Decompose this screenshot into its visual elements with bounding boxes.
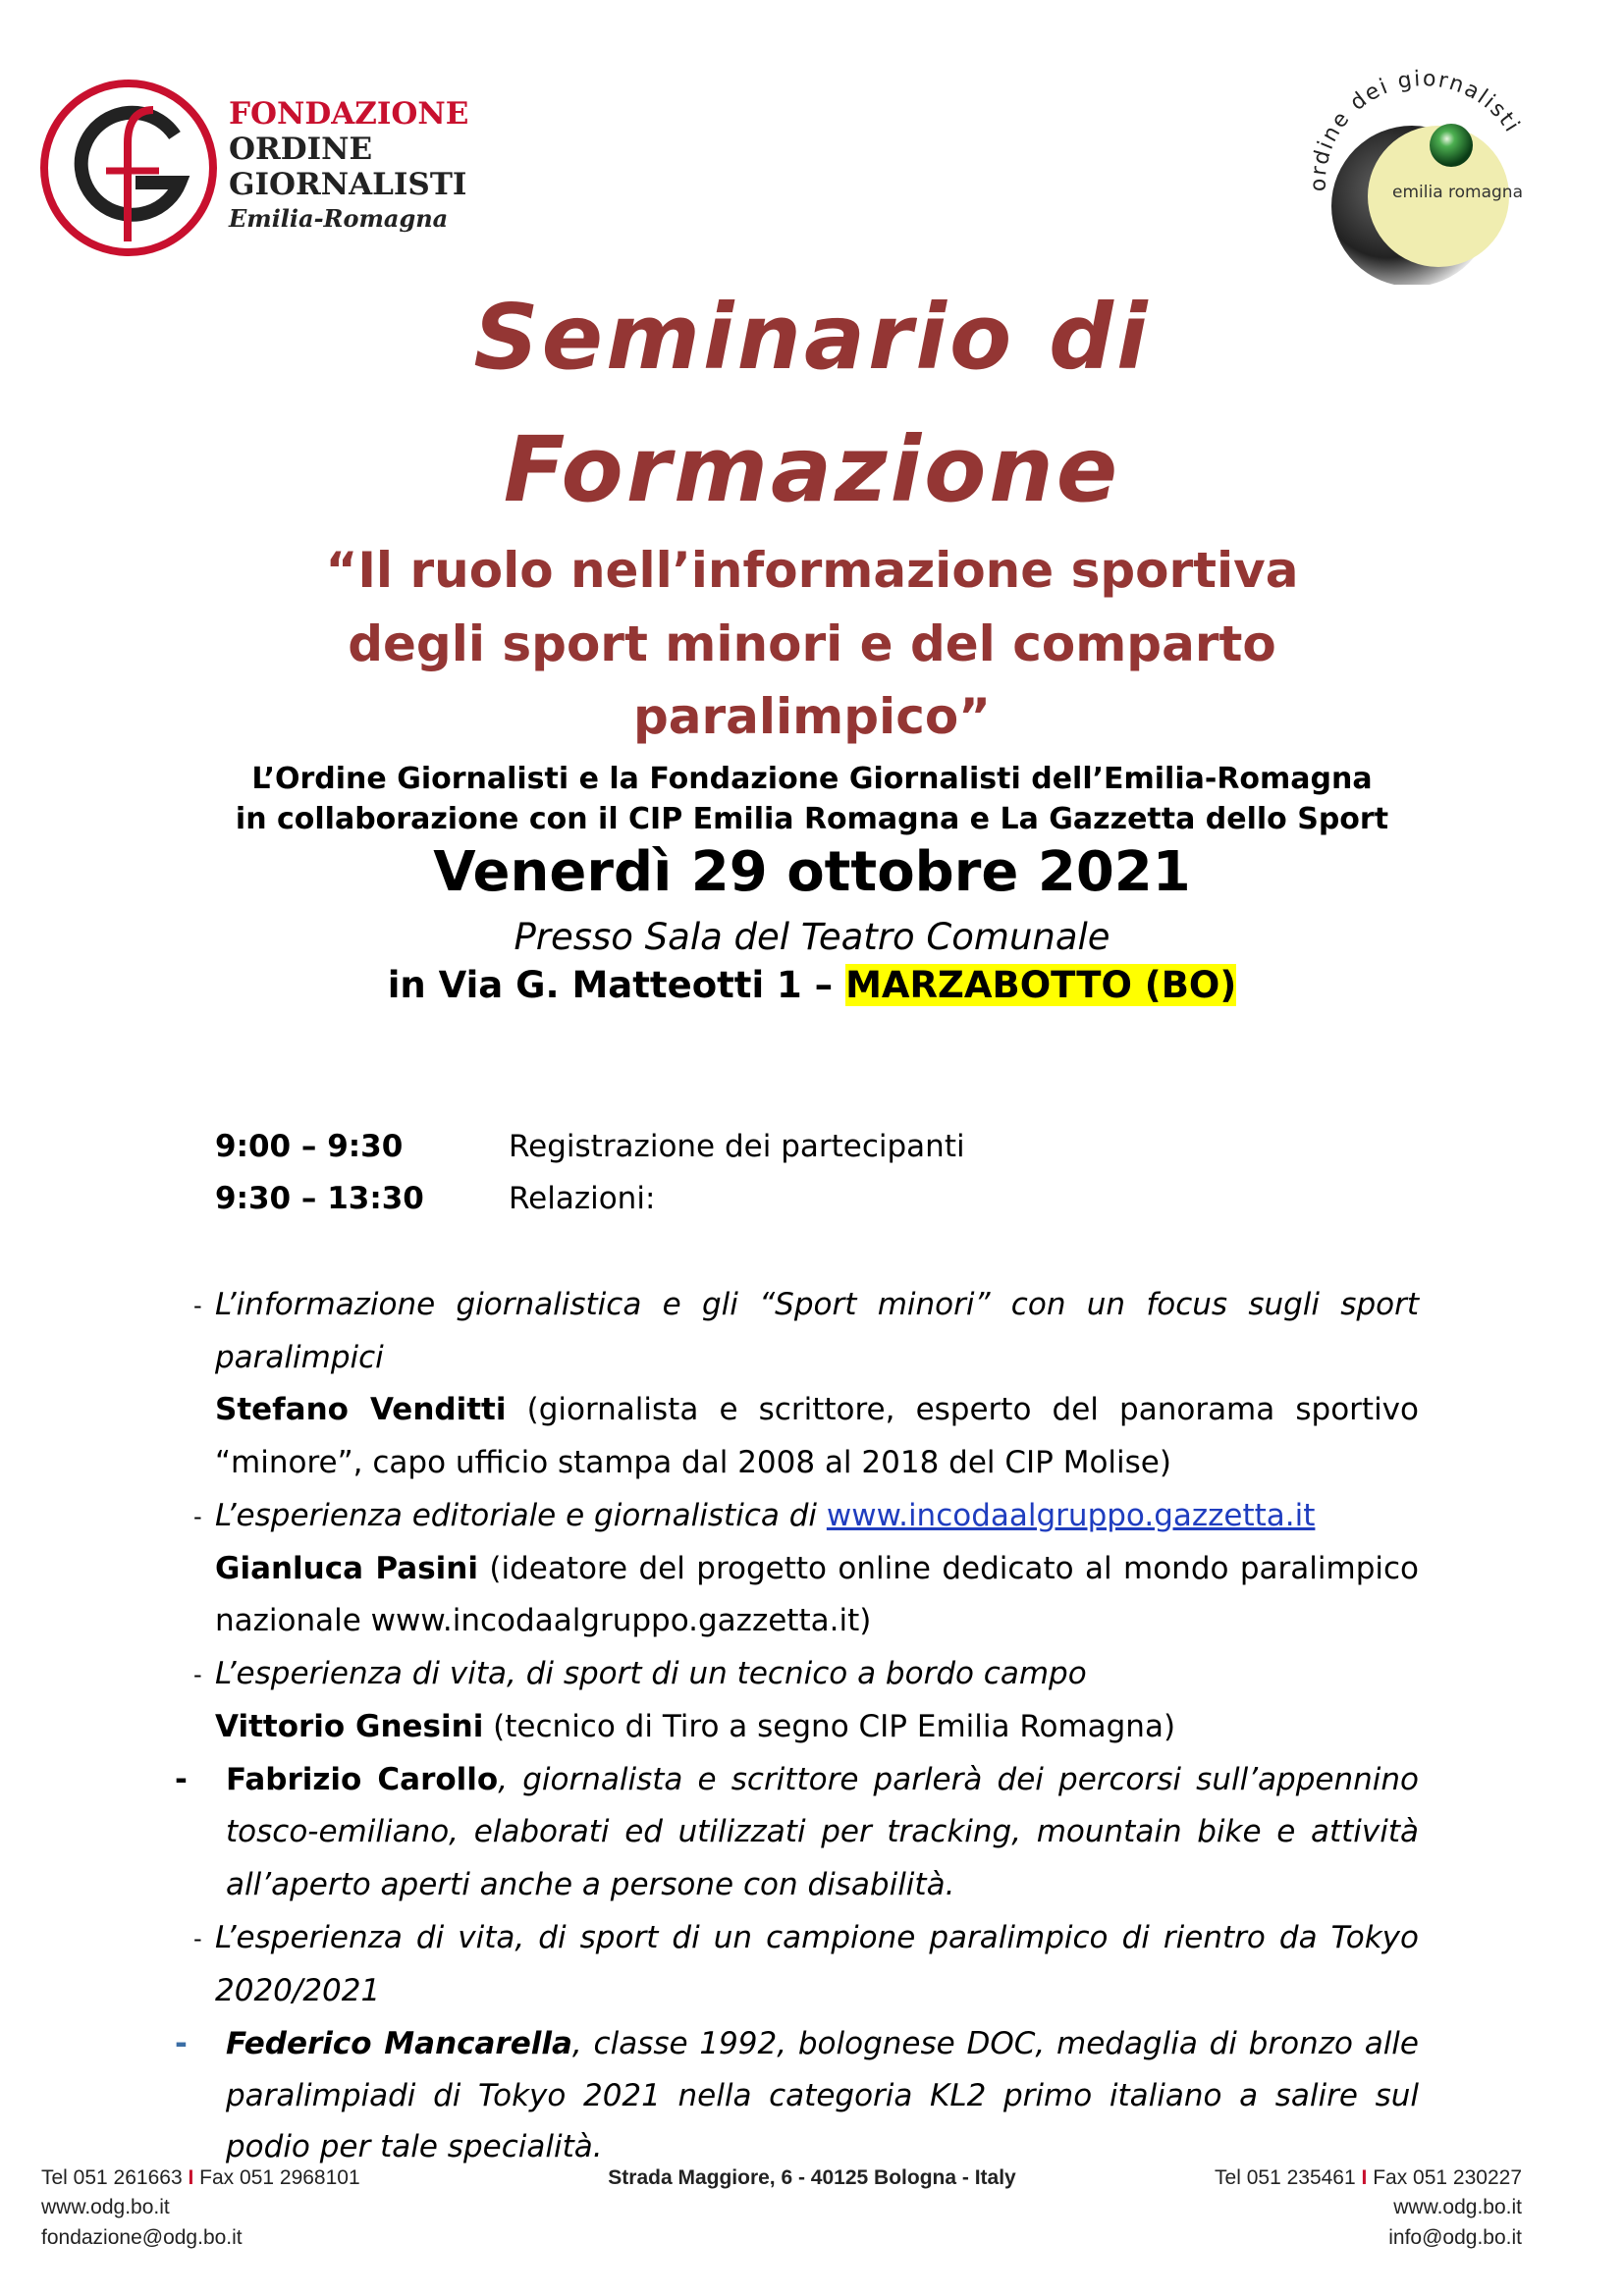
- footer-separator: I: [188, 2166, 194, 2189]
- logo-text-ordine: ORDINE: [229, 132, 373, 167]
- talk-5-title-line-2: 2020/2021: [215, 1973, 381, 2008]
- fondazione-emblem-icon: [37, 75, 224, 261]
- talk-2-link[interactable]: www.incodaalgruppo.gazzetta.it: [826, 1498, 1316, 1533]
- talk-3-title: L’esperienza di vita, di sport di un tecnico a bordo campo: [215, 1656, 1087, 1691]
- talk-2-speaker-desc: (ideatore del progetto online dedicato al mondo paralimpico: [477, 1551, 1420, 1586]
- talk-1-speaker-line: [215, 1392, 1419, 1427]
- event-address: [0, 964, 1624, 1006]
- talk-2-speaker-desc-line-2: nazionale www.incodaalgruppo.gazzetta.it): [215, 1603, 872, 1638]
- talk-4-line-3: all’aperto aperti anche a persone con disabilità.: [226, 1867, 955, 1902]
- talk-3-speaker-desc: (tecnico di Tiro a segno CIP Emilia Romagna): [483, 1709, 1176, 1744]
- footer-right-web[interactable]: www.odg.bo.it: [1393, 2196, 1522, 2218]
- talk-6-line-2: paralimpiadi di Tokyo 2021 nella categoria KL2 primo italiano a salire sul: [226, 2078, 1419, 2113]
- logo-text-fondazione: FONDAZIONE: [229, 96, 469, 132]
- talk-2-speaker-name: Gianluca Pasini: [215, 1551, 478, 1586]
- talk-3-speaker-line: [215, 1709, 1175, 1744]
- footer-left-fax: Fax 051 2968101: [199, 2166, 360, 2189]
- talk-1-speaker-desc: (giornalista e scrittore, esperto del panorama sportivo: [506, 1392, 1419, 1427]
- bullet-dash: -: [193, 1661, 202, 1688]
- footer-left-web[interactable]: www.odg.bo.it: [41, 2196, 170, 2218]
- talk-1-speaker-desc-line-2: “minore”, capo ufficio stampa dal 2008 al 2018 del CIP Molise): [215, 1445, 1171, 1480]
- logo-subtext: emilia romagna: [1392, 183, 1523, 202]
- footer-left-tel: Tel 051 261663: [41, 2166, 183, 2189]
- talk-5-title-line-1: L’esperienza di vita, di sport di un campione paralimpico di rientro da Tokyo: [215, 1920, 1419, 1955]
- talk-4-desc-1: , giornalista e scrittore parlerà dei percorsi sull’appennino: [498, 1762, 1419, 1797]
- footer-right-fax: Fax 051 230227: [1373, 2166, 1522, 2189]
- talk-1-title-line-2: paralimpici: [215, 1340, 384, 1375]
- talk-6-desc-1: , classe 1992, bolognese DOC, medaglia di bronzo alle: [571, 2026, 1419, 2061]
- bullet-dash: -: [193, 1925, 202, 1952]
- organizers-line-1: L’Ordine Giornalisti e la Fondazione Giornalisti dell’Emilia-Romagna: [251, 762, 1373, 796]
- footer-right-email[interactable]: info@odg.bo.it: [1388, 2226, 1522, 2249]
- schedule-time-1: 9:00 – 9:30: [215, 1129, 404, 1164]
- address-prefix: in Via G. Matteotti 1 –: [387, 964, 846, 1006]
- footer-right-tel: Tel 051 235461: [1215, 2166, 1356, 2189]
- organizers-line-2: in collaborazione con il CIP Emilia Romagna e La Gazzetta dello Sport: [235, 802, 1389, 836]
- talk-2-title: L’esperienza editoriale e giornalistica di: [215, 1498, 827, 1533]
- talk-4-speaker-name: Fabrizio Carollo: [226, 1762, 499, 1797]
- talk-4-line-2: tosco-emiliano, elaborati ed utilizzati per tracking, mountain bike e attività: [226, 1814, 1419, 1849]
- bullet-dash: -: [193, 1292, 202, 1319]
- schedule-desc-2: Relazioni:: [509, 1181, 656, 1216]
- talk-6-line-1: [226, 2026, 1419, 2061]
- subtitle-line-2: degli sport minori e del comparto: [348, 615, 1276, 672]
- talk-6-line-3: podio per tale specialità.: [226, 2129, 603, 2164]
- logo-arc-text: ordine dei giornalisti: [1306, 66, 1525, 192]
- footer-separator: I: [1361, 2166, 1368, 2189]
- talk-2-speaker-line: [215, 1551, 1419, 1586]
- footer-address: Strada Maggiore, 6 - 40125 Bologna - Italy: [608, 2166, 1016, 2189]
- ordine-emblem-icon: [1296, 59, 1542, 285]
- fondazione-logo: [37, 75, 469, 261]
- address-highlight: MARZABOTTO (BO): [845, 964, 1237, 1006]
- ordine-logo: [1296, 59, 1542, 285]
- schedule-time-2: 9:30 – 13:30: [215, 1181, 424, 1216]
- schedule-desc-1: Registrazione dei partecipanti: [509, 1129, 965, 1164]
- bullet-dash-bold: -: [175, 2026, 188, 2061]
- subtitle-line-3: paralimpico”: [632, 688, 992, 745]
- talk-1-speaker-name: Stefano Venditti: [215, 1392, 507, 1427]
- talk-1-title-line-1: L’informazione giornalistica e gli “Sport minori” con un focus sugli sport: [215, 1287, 1419, 1322]
- event-venue: Presso Sala del Teatro Comunale: [514, 916, 1110, 958]
- event-date: Venerdì 29 ottobre 2021: [433, 840, 1191, 904]
- logo-text-region: Emilia-Romagna: [229, 204, 449, 233]
- bullet-dash: -: [193, 1503, 202, 1530]
- talk-2-title-line: [215, 1498, 1315, 1533]
- logo-text-giornalisti: GIORNALISTI: [229, 167, 467, 202]
- title-line-2: Formazione: [503, 417, 1121, 522]
- footer-right-phone: [1215, 2166, 1522, 2190]
- title-line-1: Seminario di: [473, 285, 1151, 390]
- subtitle-line-1: “Il ruolo nell’informazione sportiva: [325, 542, 1299, 599]
- footer-left-email[interactable]: fondazione@odg.bo.it: [41, 2226, 243, 2249]
- talk-6-speaker-name: Federico Mancarella: [226, 2026, 572, 2061]
- talk-4-line-1: [226, 1762, 1419, 1797]
- bullet-dash-bold: -: [175, 1762, 188, 1797]
- talk-3-speaker-name: Vittorio Gnesini: [215, 1709, 484, 1744]
